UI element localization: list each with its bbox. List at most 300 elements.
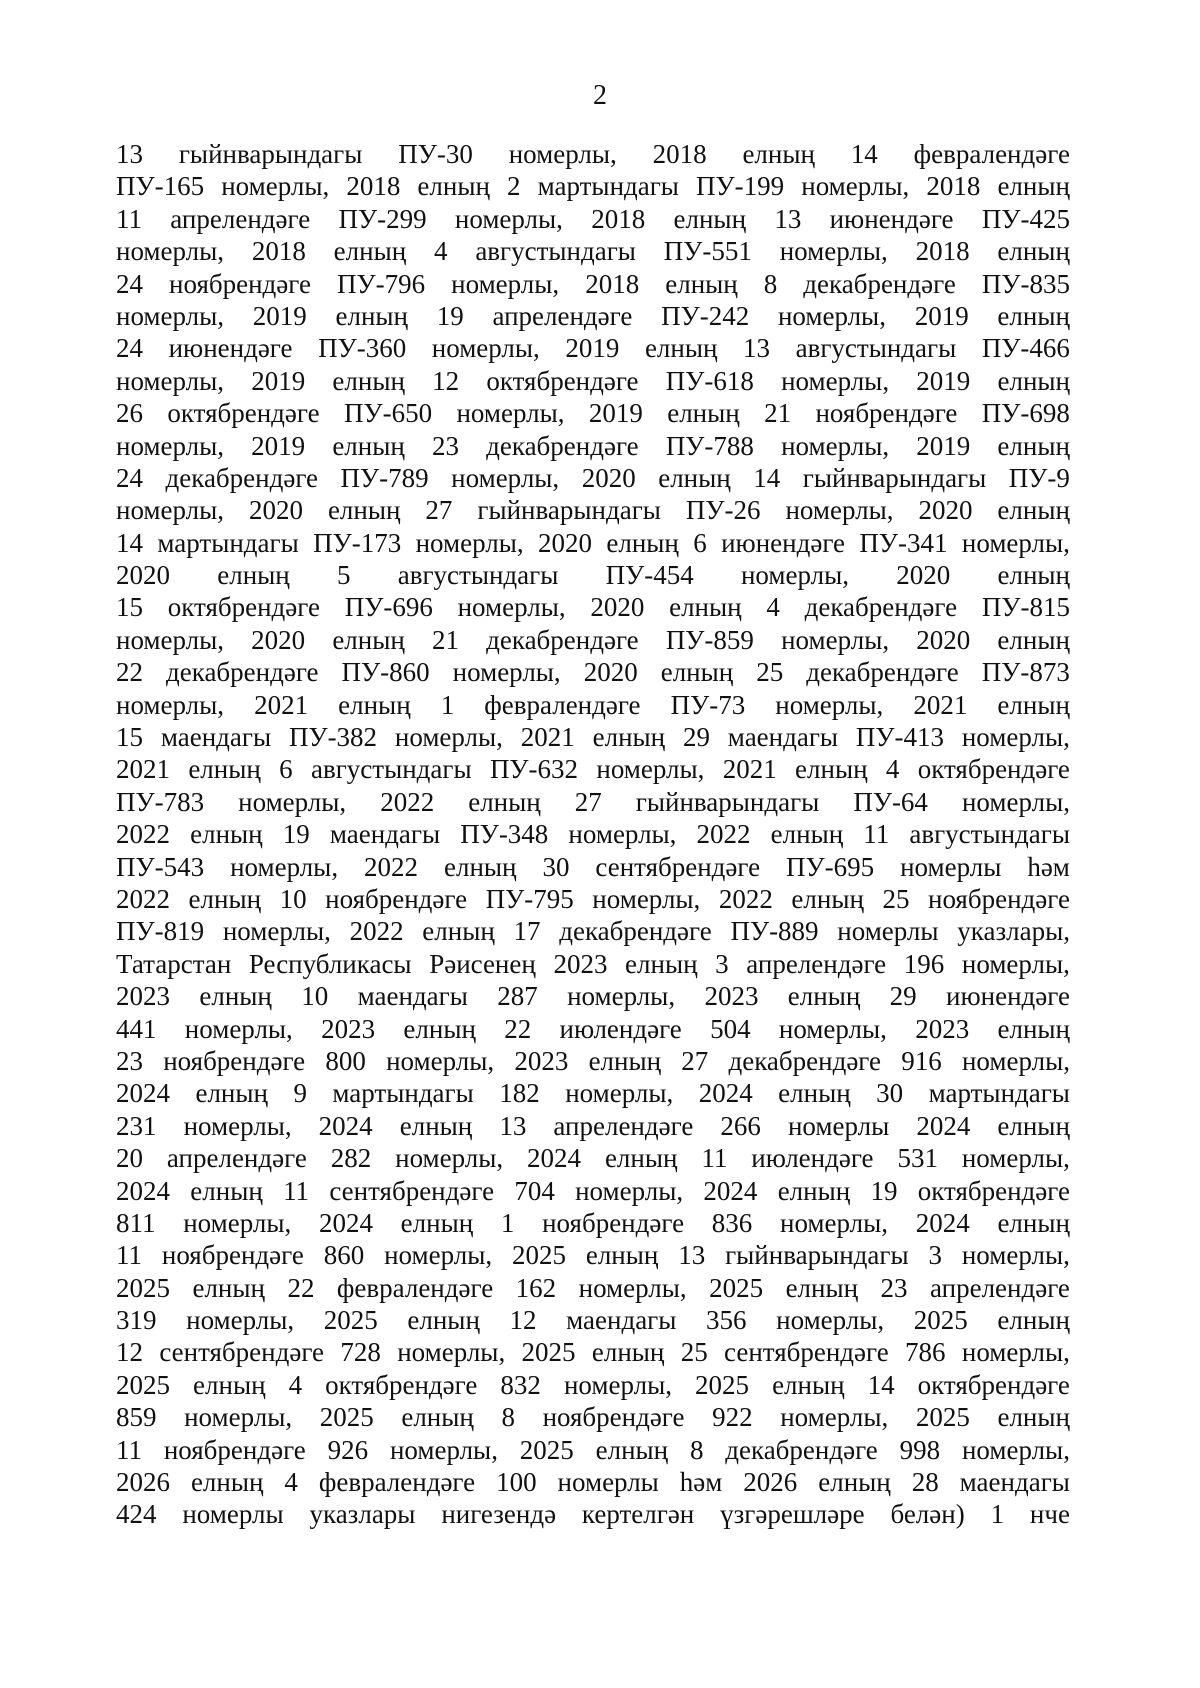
word: 6: [693, 527, 707, 558]
word: 25: [882, 883, 910, 914]
word: елның: [195, 1078, 268, 1109]
word: указлары,: [957, 916, 1070, 947]
word: елның: [333, 236, 407, 267]
word: 231: [116, 1110, 157, 1141]
word: 859: [116, 1402, 157, 1433]
word: 15: [116, 722, 143, 753]
word: 4: [766, 592, 780, 623]
word: 1: [440, 689, 455, 720]
page-number: 2: [593, 80, 607, 111]
word: ПУ-30: [398, 139, 473, 169]
word: елның: [777, 1175, 851, 1206]
word: елның: [190, 819, 263, 850]
text-line: [116, 430, 1070, 462]
word: 25: [756, 657, 784, 688]
word: кертелгән: [581, 1499, 695, 1530]
word: номерлы,: [431, 333, 540, 364]
word: 2025: [116, 1369, 170, 1400]
word: номерлы,: [184, 1013, 293, 1044]
word: 24: [116, 268, 143, 299]
word: елның: [591, 1337, 665, 1368]
word: гыйнварындагы: [178, 139, 363, 169]
word: номерлы,: [183, 1110, 292, 1141]
word: декабрендәге: [166, 657, 319, 688]
word: елның: [403, 1013, 476, 1044]
word: ПУ-835: [981, 268, 1070, 299]
word: 2024: [527, 1143, 582, 1174]
word: 12: [509, 1305, 537, 1336]
word: маендагы: [566, 1305, 677, 1336]
word: 2019: [588, 398, 643, 429]
word: 4: [885, 754, 900, 785]
word: сентябрендәге: [329, 1175, 495, 1206]
word: 29: [682, 722, 710, 753]
word: һәм: [1027, 851, 1070, 882]
word: ПУ-873: [981, 657, 1070, 688]
word: ПУ-425: [981, 203, 1070, 234]
word: 2018: [346, 171, 401, 202]
word: 13: [774, 203, 802, 234]
word: елның: [665, 268, 738, 299]
word: елның: [772, 1369, 845, 1400]
word: маендагы: [727, 722, 839, 753]
word: номерлы,: [781, 365, 890, 396]
word: 2023: [514, 1045, 569, 1076]
word: 2025: [913, 1305, 968, 1336]
word: номерлы,: [508, 139, 617, 169]
word: номерлы,: [781, 624, 890, 655]
word: февралендәге: [484, 689, 641, 720]
word: 2018: [915, 236, 970, 267]
word: декабрендәге: [725, 1434, 878, 1465]
word: 5: [337, 560, 351, 591]
word: номерлы,: [395, 1143, 504, 1174]
word: елның: [332, 430, 405, 461]
word: 24: [116, 333, 143, 364]
word: 12: [432, 365, 460, 396]
text-line: [116, 1239, 1070, 1271]
word: номерлы,: [568, 819, 677, 850]
word: Республикасы: [248, 948, 412, 979]
text-line: [116, 1498, 1070, 1530]
word: 2019: [916, 430, 971, 461]
word: номерлы,: [785, 495, 894, 526]
word: номерлы,: [563, 1369, 672, 1400]
text-line: [116, 1077, 1070, 1109]
word: номерлы,: [456, 398, 565, 429]
word: елның: [787, 981, 861, 1012]
word: елның: [625, 948, 698, 979]
word: елның: [997, 1207, 1070, 1238]
word: 22: [116, 657, 143, 688]
word: 22: [504, 1013, 532, 1044]
word: 2020: [251, 624, 306, 655]
word: номерлы,: [961, 786, 1070, 817]
word: номерлы,: [781, 430, 890, 461]
word: 2021: [254, 689, 309, 720]
word: номерлы,: [221, 171, 330, 202]
text-line: [116, 591, 1070, 623]
word: декабрендәге: [486, 624, 639, 655]
word: номерлы,: [183, 1207, 292, 1238]
document-body: [116, 138, 1070, 1531]
word: 14: [850, 139, 878, 169]
word: номерлы,: [238, 786, 347, 817]
word: ПУ-299: [338, 203, 427, 234]
word: номерлы,: [592, 883, 701, 914]
word: 162: [515, 1272, 557, 1303]
word: 182: [499, 1078, 540, 1109]
word: номерлы,: [116, 236, 225, 267]
word: апрелендәге: [930, 1272, 1070, 1303]
word: 2020: [896, 560, 951, 591]
word: номерлы,: [389, 1434, 498, 1465]
word: ПУ-819: [116, 916, 205, 947]
text-line: [116, 170, 1070, 202]
word: номерлы,: [384, 1240, 493, 1271]
text-line: [116, 138, 1070, 170]
word: апрелендәге: [166, 1143, 307, 1174]
word: 14: [753, 462, 781, 493]
word: елның: [742, 139, 815, 169]
word: ПУ-9: [1008, 462, 1070, 493]
word: 23: [880, 1272, 908, 1303]
word: 13: [499, 1110, 527, 1141]
word: мартындагы: [157, 527, 299, 558]
word: 25: [680, 1337, 708, 1368]
word: номерлы: [787, 1110, 890, 1141]
word: 1: [500, 1207, 515, 1238]
word: 8: [689, 1434, 704, 1465]
word: 27: [574, 786, 602, 817]
word: елның: [422, 916, 495, 947]
word: декабрендәге: [803, 268, 956, 299]
word: сентябрендәге: [595, 851, 761, 882]
text-line: [116, 365, 1070, 397]
word: елның: [407, 1305, 480, 1336]
word: 11: [701, 1143, 728, 1174]
word: ПУ-795: [485, 883, 574, 914]
word: августындагы: [909, 819, 1070, 850]
word: 998: [899, 1434, 941, 1465]
word: номерлы,: [116, 430, 225, 461]
word: июлендәге: [751, 1143, 874, 1174]
text-line: [116, 268, 1070, 300]
word: номерлы,: [116, 624, 225, 655]
word: номерлы,: [777, 300, 886, 331]
word: ноябрендәге: [163, 1434, 306, 1465]
word: июнендәге: [946, 981, 1070, 1012]
text-line: [116, 332, 1070, 364]
word: елның: [997, 171, 1070, 202]
word: 2024: [703, 1175, 758, 1206]
word: сентябрендәге: [159, 1337, 325, 1368]
word: ноябрендәге: [815, 398, 958, 429]
word: елның: [997, 1402, 1070, 1433]
word: 2024: [915, 1207, 970, 1238]
text-line: [116, 624, 1070, 656]
word: 2018: [591, 203, 646, 234]
word: февралендәге: [336, 1272, 494, 1303]
word: ноябрендәге: [325, 883, 468, 914]
word: номерлы,: [415, 527, 524, 558]
word: 26: [116, 398, 143, 429]
word: елның: [818, 1467, 891, 1498]
word: 2022: [116, 883, 170, 914]
word: елның: [585, 1240, 659, 1271]
word: ПУ-454: [605, 560, 694, 591]
word: 10: [279, 883, 307, 914]
word: 704: [514, 1175, 555, 1206]
word: гыйнварындагы: [802, 462, 987, 493]
word: 2021: [520, 722, 575, 753]
word: 2023: [553, 948, 608, 979]
word: елның: [192, 1272, 265, 1303]
word: үзгәрешләре: [720, 1499, 865, 1530]
word: номерлы,: [596, 754, 705, 785]
word: 19: [282, 819, 310, 850]
word: номерлы,: [961, 948, 1070, 979]
word: номерлы,: [457, 592, 566, 623]
word: июлендәге: [559, 1013, 682, 1044]
text-line: [116, 656, 1070, 688]
word: ПУ-543: [116, 851, 205, 882]
word: ПУ-860: [341, 657, 430, 688]
word: елның: [327, 495, 401, 526]
text-line: [116, 818, 1070, 850]
word: елның: [399, 1110, 473, 1141]
word: 4: [284, 1467, 298, 1498]
word: маендагы: [329, 819, 441, 850]
word: ПУ-696: [344, 592, 433, 623]
text-line: [116, 527, 1070, 559]
text-line: [116, 1466, 1070, 1498]
word: елның: [468, 786, 541, 817]
word: гыйнварындагы: [635, 786, 820, 817]
word: октябрендәге: [325, 1369, 478, 1400]
word: ПУ-695: [786, 851, 875, 882]
word: елның: [997, 1013, 1070, 1044]
word: апрелендәге: [170, 203, 311, 234]
word: декабрендәге: [804, 592, 958, 623]
word: 19: [870, 1175, 898, 1206]
word: ПУ-618: [665, 365, 754, 396]
word: 17: [513, 916, 541, 947]
word: 926: [327, 1434, 369, 1465]
word: ПУ-650: [343, 398, 433, 429]
word: номерлы,: [222, 916, 331, 947]
word: 860: [323, 1240, 365, 1271]
word: 13: [743, 333, 771, 364]
word: августындагы: [397, 560, 559, 591]
word: ПУ-632: [489, 754, 579, 785]
word: елның: [778, 1078, 851, 1109]
word: елның: [217, 560, 290, 591]
word: 287: [497, 981, 538, 1012]
word: ноябрендәге: [163, 1045, 306, 1076]
word: елның: [795, 754, 868, 785]
word: ПУ-859: [665, 624, 754, 655]
word: мартындагы: [537, 171, 679, 202]
word: һәм: [679, 1467, 723, 1498]
word: ноябрендәге: [928, 883, 1070, 914]
text-line: [116, 721, 1070, 753]
word: елның: [669, 592, 742, 623]
word: 2022: [718, 883, 773, 914]
word: ПУ-64: [853, 786, 928, 817]
word: 2019: [251, 430, 306, 461]
text-line: [116, 1045, 1070, 1077]
word: 2024: [318, 1207, 373, 1238]
word: 23: [116, 1045, 143, 1076]
word: ПУ-165: [116, 171, 205, 202]
word: елның: [997, 560, 1070, 591]
word: декабрендәге: [486, 430, 639, 461]
word: номерлы,: [397, 1337, 506, 1368]
word: елның: [332, 624, 405, 655]
word: номерлы,: [186, 1305, 295, 1336]
word: февралендәге: [913, 139, 1070, 169]
text-line: [116, 915, 1070, 947]
word: 29: [889, 981, 917, 1012]
word: нигезендә: [441, 1499, 557, 1530]
text-line: [116, 1434, 1070, 1466]
word: 2020: [537, 527, 592, 558]
word: елның: [606, 527, 679, 558]
word: номерлы,: [776, 1305, 885, 1336]
word: елның: [660, 657, 734, 688]
word: номерлы,: [116, 689, 225, 720]
word: октябрендәге: [917, 754, 1070, 785]
word: номерлы,: [779, 236, 888, 267]
text-line: [116, 1304, 1070, 1336]
word: 3: [928, 1240, 942, 1271]
text-line: [116, 1175, 1070, 1207]
word: 2025: [319, 1402, 374, 1433]
word: 24: [116, 462, 143, 493]
word: ПУ-796: [337, 268, 426, 299]
word: маендагы: [160, 722, 272, 753]
word: номерлы,: [116, 300, 225, 331]
word: номерлы,: [961, 1337, 1070, 1368]
word: елның: [338, 689, 411, 720]
word: елның: [997, 236, 1070, 267]
word: 832: [500, 1369, 541, 1400]
word: ноябрендәге: [169, 268, 311, 299]
word: елның: [188, 883, 262, 914]
word: елның: [400, 1207, 474, 1238]
word: ПУ-551: [663, 236, 752, 267]
word: белән): [890, 1499, 965, 1530]
word: апрелендәге: [553, 1110, 694, 1141]
word: 11: [283, 1175, 310, 1206]
word: декабрендәге: [728, 1045, 882, 1076]
word: 6: [279, 754, 293, 785]
word: 2024: [698, 1078, 753, 1109]
word: 356: [706, 1305, 747, 1336]
word: августындагы: [795, 333, 957, 364]
word: декабрендәге: [806, 657, 959, 688]
word: нче: [1029, 1499, 1070, 1530]
text-line: [116, 1401, 1070, 1433]
word: 30: [542, 851, 570, 882]
word: ПУ-26: [685, 495, 761, 526]
word: номерлы,: [451, 268, 560, 299]
text-line: [116, 462, 1070, 494]
word: 10: [301, 981, 329, 1012]
word: 4: [434, 236, 448, 267]
word: 2025: [709, 1272, 764, 1303]
word: 2020: [116, 560, 170, 591]
word: елның: [997, 1110, 1070, 1141]
text-line: [116, 786, 1070, 818]
text-line: [116, 1207, 1070, 1239]
word: Рәисенең: [429, 948, 536, 979]
word: ПУ-788: [665, 430, 754, 461]
word: ноябрендәге: [161, 1240, 304, 1271]
word: елның: [588, 1045, 662, 1076]
word: 27: [425, 495, 453, 526]
word: елның: [592, 722, 666, 753]
word: елның: [997, 624, 1070, 655]
word: елның: [997, 495, 1070, 526]
word: 811: [116, 1207, 156, 1238]
word: 23: [431, 430, 459, 461]
word: 13: [116, 139, 143, 169]
word: ПУ-466: [981, 333, 1070, 364]
word: номерлы,: [454, 203, 563, 234]
word: 2019: [916, 365, 971, 396]
word: 2022: [349, 916, 404, 947]
word: елның: [417, 171, 490, 202]
word: 2018: [652, 139, 707, 169]
word: елның: [335, 300, 408, 331]
word: елның: [997, 689, 1070, 720]
word: сентябрендәге: [724, 1337, 889, 1368]
word: 30: [876, 1078, 904, 1109]
word: 14: [867, 1369, 895, 1400]
word: мартындагы: [928, 1078, 1070, 1109]
word: номерлы,: [230, 851, 339, 882]
word: елның: [644, 333, 718, 364]
word: 2023: [116, 981, 170, 1012]
text-line: [116, 851, 1070, 883]
word: августындагы: [310, 754, 472, 785]
word: номерлы,: [394, 722, 503, 753]
word: ПУ-173: [313, 527, 402, 558]
word: елның: [658, 462, 731, 493]
word: номерлы,: [961, 1045, 1070, 1076]
word: 504: [710, 1013, 751, 1044]
word: 2025: [323, 1305, 378, 1336]
word: елның: [667, 398, 740, 429]
word: номерлы: [900, 851, 1002, 882]
word: 8: [501, 1402, 515, 1433]
word: 2025: [695, 1369, 750, 1400]
word: ПУ-789: [340, 462, 429, 493]
word: 800: [325, 1045, 366, 1076]
word: 2023: [704, 981, 759, 1012]
word: июнендәге: [721, 527, 846, 558]
text-line: [116, 300, 1070, 332]
word: елның: [997, 300, 1070, 331]
word: елның: [190, 1175, 263, 1206]
word: 2024: [318, 1110, 373, 1141]
word: елның: [604, 1143, 678, 1174]
word: 916: [901, 1045, 942, 1076]
text-line: [116, 689, 1070, 721]
word: 22: [287, 1272, 315, 1303]
